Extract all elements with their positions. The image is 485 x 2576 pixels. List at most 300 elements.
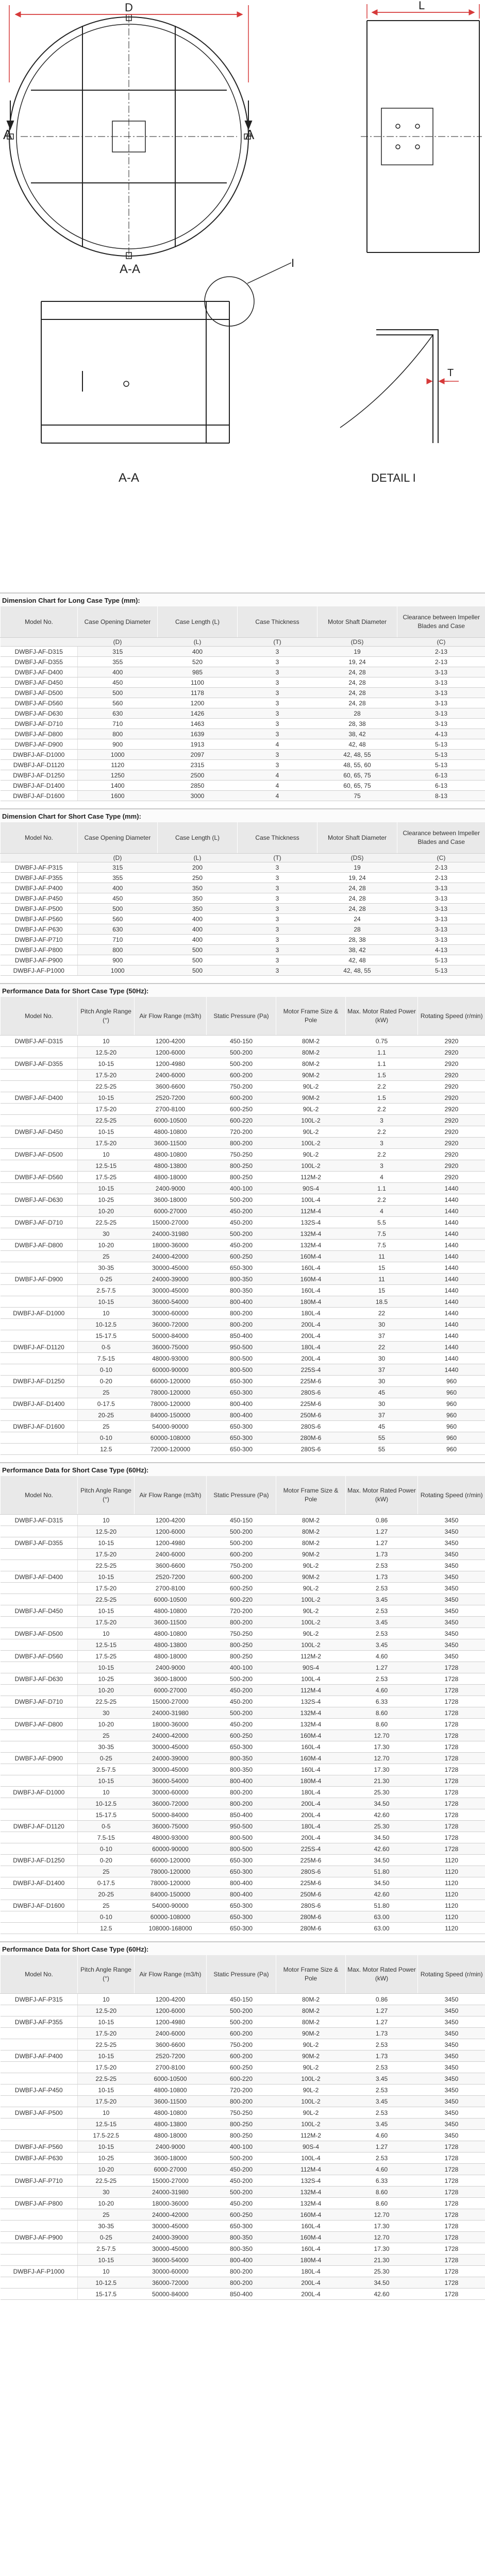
model-cell: DWBFJ-AF-D315	[1, 647, 78, 657]
table-row	[1, 1855, 485, 1866]
model-cell: DWBFJ-AF-P710	[1, 935, 78, 945]
table-cell: 78000-120000	[135, 1877, 207, 1889]
table-cell: 0-25	[78, 1274, 135, 1285]
table-cell: 3-13	[397, 677, 485, 688]
table-cell: 2-13	[397, 862, 485, 873]
unit-cell: (C)	[397, 854, 485, 862]
table-cell: 3	[238, 698, 317, 708]
table-cell: 55	[346, 1444, 418, 1455]
table-cell: 17.30	[346, 2221, 418, 2232]
table-header-row	[1, 1955, 485, 1994]
table-cell: 1728	[418, 2277, 485, 2289]
table-cell: 17.5-20	[78, 2028, 135, 2039]
table-cell: 4800-10800	[135, 2107, 207, 2119]
table-cell: 1440	[418, 1308, 485, 1319]
table-cell: 600-220	[207, 1594, 276, 1605]
table-row	[1, 1866, 485, 1877]
table-cell: 12.5	[78, 1923, 135, 1934]
table-cell: 30-35	[78, 1262, 135, 1274]
table-cell: 4800-10800	[135, 2084, 207, 2096]
table-cell: 3450	[418, 2028, 485, 2039]
table-cell: 280S-6	[276, 1866, 346, 1877]
table-cell: 24000-42000	[135, 1730, 207, 1741]
table-cell: 1728	[418, 2255, 485, 2266]
table-cell: 960	[418, 1376, 485, 1387]
table-row	[1, 1081, 485, 1092]
table-cell: 34.50	[346, 1877, 418, 1889]
table-cell: 1728	[418, 2232, 485, 2243]
table-cell: 100L-2	[276, 2096, 346, 2107]
table-cell: 960	[418, 1444, 485, 1455]
table-cell: 100L-2	[276, 1617, 346, 1628]
model-cell	[1, 1444, 78, 1455]
table-cell: 24, 28	[317, 667, 397, 677]
table-cell: 24000-31980	[135, 1707, 207, 1719]
table-cell: 4800-18000	[135, 1172, 207, 1183]
table-cell: 2920	[418, 1092, 485, 1104]
table-row	[1, 1206, 485, 1217]
table-cell: 72000-120000	[135, 1444, 207, 1455]
table-cell: 1120	[418, 1877, 485, 1889]
table-cell: 355	[78, 657, 158, 667]
table-cell: 450-200	[207, 2164, 276, 2175]
model-cell: DWBFJ-AF-D355	[1, 1537, 78, 1549]
table-cell: 1440	[418, 1330, 485, 1342]
perf-50hz-table	[0, 997, 485, 1455]
model-cell: DWBFJ-AF-D800	[1, 729, 78, 739]
table-cell: 4.60	[346, 1685, 418, 1696]
table-cell: 112M-2	[276, 2130, 346, 2141]
table-cell: 560	[78, 698, 158, 708]
table-cell: 600-220	[207, 2073, 276, 2084]
model-cell: DWBFJ-AF-D450	[1, 677, 78, 688]
model-cell	[1, 1617, 78, 1628]
table-cell: 1120	[418, 1911, 485, 1923]
table-cell: 36000-72000	[135, 1798, 207, 1809]
table-cell: 800-350	[207, 2232, 276, 2243]
table-cell: 17.5-25	[78, 1651, 135, 1662]
table-cell: 80M-2	[276, 1537, 346, 1549]
table-cell: 80M-2	[276, 1526, 346, 1537]
model-cell	[1, 1104, 78, 1115]
table-cell: 90L-2	[276, 1104, 346, 1115]
table-cell: 1120	[418, 1900, 485, 1911]
table-cell: 3000	[158, 791, 238, 801]
table-row	[1, 2028, 485, 2039]
table-cell: 750-250	[207, 2107, 276, 2119]
table-cell: 250	[158, 873, 238, 883]
table-cell: 3.45	[346, 1617, 418, 1628]
model-cell: DWBFJ-AF-D1000	[1, 1787, 78, 1798]
table-cell: 10-15	[78, 1537, 135, 1549]
table-cell: 1440	[418, 1285, 485, 1296]
table-cell: 3450	[418, 2050, 485, 2062]
table-cell: 4.60	[346, 2164, 418, 2175]
table-cell: 3600-11500	[135, 1617, 207, 1628]
table-cell: 3450	[418, 2062, 485, 2073]
model-cell	[1, 2005, 78, 2016]
table-cell: 3	[346, 1160, 418, 1172]
table-cell: 3450	[418, 2016, 485, 2028]
table-cell: 10	[78, 1308, 135, 1319]
table-cell: 17.5-25	[78, 1172, 135, 1183]
table-cell: 100L-4	[276, 1194, 346, 1206]
table-cell: 25	[78, 1900, 135, 1911]
model-cell	[1, 1730, 78, 1741]
table-cell: 1440	[418, 1183, 485, 1194]
table-cell: 90L-2	[276, 1583, 346, 1594]
table-row	[1, 1342, 485, 1353]
table-cell: 1440	[418, 1206, 485, 1217]
model-cell: DWBFJ-AF-D1000	[1, 750, 78, 760]
table-cell: 3-13	[397, 904, 485, 914]
table-cell: 2920	[418, 1104, 485, 1115]
table-cell: 0.86	[346, 1994, 418, 2005]
table-cell: 2700-8100	[135, 1104, 207, 1115]
table-cell: 1600	[78, 791, 158, 801]
column-header: Motor Frame Size & Pole	[276, 1955, 346, 1994]
table-cell: 3450	[418, 1605, 485, 1617]
unit-cell: (C)	[397, 638, 485, 647]
table-cell: 280S-6	[276, 1387, 346, 1398]
column-header: Rotating Speed (r/min)	[418, 997, 485, 1036]
table-cell: 30000-45000	[135, 1262, 207, 1274]
table-cell: 500-200	[207, 2005, 276, 2016]
model-cell: DWBFJ-AF-D500	[1, 1628, 78, 1639]
table-cell: 1440	[418, 1342, 485, 1353]
column-header: Max. Motor Rated Power (kW)	[346, 1476, 418, 1515]
model-cell	[1, 1081, 78, 1092]
table-cell: 1728	[418, 2164, 485, 2175]
table-cell: 350	[158, 893, 238, 904]
table-row	[1, 914, 485, 924]
table-cell: 225S-4	[276, 1364, 346, 1376]
table-cell: 4800-13800	[135, 1639, 207, 1651]
model-cell	[1, 1583, 78, 1594]
table-cell: 3450	[418, 1594, 485, 1605]
table-cell: 2400-9000	[135, 1183, 207, 1194]
table-cell: 8-13	[397, 791, 485, 801]
table-row	[1, 1398, 485, 1410]
table-cell: 75	[317, 791, 397, 801]
model-cell: DWBFJ-AF-D900	[1, 1274, 78, 1285]
table-cell: 1200-6000	[135, 2005, 207, 2016]
column-header: Motor Shaft Diameter	[317, 822, 397, 854]
table-cell: 180L-4	[276, 1821, 346, 1832]
table-cell: 650-300	[207, 1421, 276, 1432]
table-cell: 5.5	[346, 1217, 418, 1228]
table-row	[1, 1798, 485, 1809]
table-cell: 180M-4	[276, 2255, 346, 2266]
table-cell: 3-13	[397, 935, 485, 945]
table-cell: 24	[317, 914, 397, 924]
unit-cell	[1, 854, 78, 862]
table-row	[1, 1432, 485, 1444]
table-cell: 7.5	[346, 1240, 418, 1251]
table-cell: 36000-54000	[135, 1775, 207, 1787]
table-cell: 132S-4	[276, 2175, 346, 2187]
mark-a-right: A	[245, 127, 255, 142]
table-cell: 2.53	[346, 1628, 418, 1639]
table-cell: 0-17.5	[78, 1877, 135, 1889]
column-header: Static Pressure (Pa)	[207, 997, 276, 1036]
table-cell: 800-350	[207, 1285, 276, 1296]
table-cell: 10-15	[78, 1662, 135, 1673]
model-cell	[1, 1775, 78, 1787]
model-cell	[1, 1923, 78, 1934]
table-cell: 3	[238, 945, 317, 955]
table-cell: 3	[238, 750, 317, 760]
table-cell: 2400-6000	[135, 1549, 207, 1560]
model-cell	[1, 2243, 78, 2255]
table-cell: 6000-27000	[135, 2164, 207, 2175]
table-row	[1, 2266, 485, 2277]
table-cell: 450-200	[207, 1206, 276, 1217]
column-header: Air Flow Range (m3/h)	[135, 1476, 207, 1515]
model-cell: DWBFJ-AF-D450	[1, 1126, 78, 1138]
table-row	[1, 1821, 485, 1832]
table-cell: 60000-108000	[135, 1911, 207, 1923]
table-cell: 42.60	[346, 1889, 418, 1900]
model-cell	[1, 1410, 78, 1421]
table-cell: 30	[346, 1398, 418, 1410]
long-case-table	[0, 606, 485, 801]
table-cell: 22.5-25	[78, 1081, 135, 1092]
model-cell: DWBFJ-AF-D1600	[1, 791, 78, 801]
table-cell: 1440	[418, 1251, 485, 1262]
table-cell: 10	[78, 1515, 135, 1526]
model-cell: DWBFJ-AF-D355	[1, 1058, 78, 1070]
model-cell	[1, 1911, 78, 1923]
table-cell: 500-200	[207, 1673, 276, 1685]
model-cell	[1, 1764, 78, 1775]
table-row	[1, 1994, 485, 2005]
table-cell: 11	[346, 1251, 418, 1262]
table-row	[1, 770, 485, 781]
table-cell: 45	[346, 1421, 418, 1432]
table-cell: 3450	[418, 1994, 485, 2005]
table-cell: 25	[78, 1730, 135, 1741]
model-cell: DWBFJ-AF-D1120	[1, 1342, 78, 1353]
table-cell: 3	[238, 883, 317, 893]
table-header-row	[1, 606, 485, 638]
table-cell: 24, 28	[317, 677, 397, 688]
table-cell: 800	[78, 945, 158, 955]
table-cell: 800-400	[207, 2255, 276, 2266]
table-row	[1, 1537, 485, 1549]
table-cell: 1.73	[346, 2028, 418, 2039]
table-cell: 4.60	[346, 2130, 418, 2141]
table-cell: 650-300	[207, 1855, 276, 1866]
table-cell: 850-400	[207, 1330, 276, 1342]
table-cell: 10-20	[78, 1719, 135, 1730]
table-cell: 12.70	[346, 1730, 418, 1741]
table-cell: 1200	[158, 698, 238, 708]
column-header: Rotating Speed (r/min)	[418, 1955, 485, 1994]
table-cell: 280S-6	[276, 1421, 346, 1432]
table-cell: 180L-4	[276, 1787, 346, 1798]
table-cell: 4800-10800	[135, 1126, 207, 1138]
table-cell: 1728	[418, 1707, 485, 1719]
model-cell	[1, 1843, 78, 1855]
table-cell: 2.2	[346, 1149, 418, 1160]
table-cell: 800	[78, 729, 158, 739]
model-cell	[1, 1662, 78, 1673]
table-cell: 500-200	[207, 2016, 276, 2028]
table-cell: 10-15	[78, 1775, 135, 1787]
table-cell: 21.30	[346, 1775, 418, 1787]
table-cell: 22.5-25	[78, 2073, 135, 2084]
model-cell: DWBFJ-AF-P450	[1, 2084, 78, 2096]
table-cell: 24, 28	[317, 893, 397, 904]
table-cell: 160M-4	[276, 1251, 346, 1262]
table-cell: 450-200	[207, 1240, 276, 1251]
table-cell: 1.27	[346, 1662, 418, 1673]
table-cell: 200L-4	[276, 1319, 346, 1330]
model-cell: DWBFJ-AF-D900	[1, 1753, 78, 1764]
table-cell: 63.00	[346, 1911, 418, 1923]
table-cell: 17.5-20	[78, 1583, 135, 1594]
table-cell: 3450	[418, 1526, 485, 1537]
table-cell: 800-350	[207, 1274, 276, 1285]
table-cell: 400	[158, 935, 238, 945]
table-cell: 1200-4980	[135, 1058, 207, 1070]
table-cell: 650-300	[207, 1262, 276, 1274]
table-cell: 12.5-15	[78, 2119, 135, 2130]
table-cell: 1200-6000	[135, 1047, 207, 1058]
table-cell: 84000-150000	[135, 1889, 207, 1900]
table-cell: 60, 65, 75	[317, 781, 397, 791]
table-cell: 3-13	[397, 667, 485, 677]
table-row	[1, 1160, 485, 1172]
table-cell: 750-250	[207, 1149, 276, 1160]
table-cell: 6000-10500	[135, 1115, 207, 1126]
detail-view	[340, 330, 438, 443]
table-cell: 800-200	[207, 2266, 276, 2277]
table-cell: 800-500	[207, 1832, 276, 1843]
table-cell: 2.53	[346, 1560, 418, 1571]
table-cell: 3	[238, 647, 317, 657]
table-cell: 3600-6600	[135, 2039, 207, 2050]
table-cell: 90S-4	[276, 1183, 346, 1194]
table-cell: 800-200	[207, 1308, 276, 1319]
table-cell: 650-300	[207, 1444, 276, 1455]
table-cell: 0-20	[78, 1855, 135, 1866]
table-cell: 36000-54000	[135, 1296, 207, 1308]
table-row	[1, 1526, 485, 1537]
table-cell: 4	[238, 791, 317, 801]
table-cell: 28, 38	[317, 935, 397, 945]
table-cell: 0.86	[346, 1515, 418, 1526]
table-cell: 3-13	[397, 893, 485, 904]
table-cell: 90L-2	[276, 2107, 346, 2119]
table-cell: 12.70	[346, 2232, 418, 2243]
table-cell: 1200-4980	[135, 1537, 207, 1549]
table-row	[1, 739, 485, 750]
table-cell: 18000-36000	[135, 1719, 207, 1730]
table-cell: 132M-4	[276, 1240, 346, 1251]
table-row	[1, 862, 485, 873]
table-cell: 0-17.5	[78, 1398, 135, 1410]
table-cell: 30000-45000	[135, 1741, 207, 1753]
model-cell	[1, 2221, 78, 2232]
table-row	[1, 1707, 485, 1719]
unit-cell: (D)	[78, 638, 158, 647]
model-cell: DWBFJ-AF-D1250	[1, 1855, 78, 1866]
model-cell: DWBFJ-AF-D1400	[1, 1877, 78, 1889]
table-row	[1, 1583, 485, 1594]
table-cell: 450-200	[207, 1696, 276, 1707]
table-row	[1, 1639, 485, 1651]
dim-d-label: D	[125, 1, 133, 14]
table-row	[1, 2289, 485, 2300]
table-cell: 80M-2	[276, 1047, 346, 1058]
model-cell: DWBFJ-AF-P710	[1, 2175, 78, 2187]
table-cell: 20-25	[78, 1889, 135, 1900]
table-cell: 650-300	[207, 1387, 276, 1398]
table-row	[1, 1308, 485, 1319]
table-cell: 2520-7200	[135, 1571, 207, 1583]
table-cell: 17.5-20	[78, 2096, 135, 2107]
table-cell: 2520-7200	[135, 1092, 207, 1104]
table-cell: 28	[317, 924, 397, 935]
table-cell: 350	[158, 904, 238, 914]
perf-short-60hz-title: Performance Data for Short Case Type (60Hz):	[0, 1941, 485, 1955]
table-cell: 50000-84000	[135, 1330, 207, 1342]
table-cell: 10-12.5	[78, 2277, 135, 2289]
table-cell: 100L-2	[276, 1115, 346, 1126]
model-cell: DWBFJ-AF-D400	[1, 1092, 78, 1104]
table-row	[1, 1126, 485, 1138]
unit-cell: (DS)	[317, 854, 397, 862]
table-cell: 3600-6600	[135, 1560, 207, 1571]
table-cell: 180L-4	[276, 2266, 346, 2277]
table-cell: 38, 42	[317, 729, 397, 739]
table-cell: 10-15	[78, 1126, 135, 1138]
table-row	[1, 1058, 485, 1070]
unit-cell: (L)	[158, 638, 238, 647]
table-cell: 200L-4	[276, 1832, 346, 1843]
table-cell: 2920	[418, 1081, 485, 1092]
table-cell: 78000-120000	[135, 1398, 207, 1410]
table-row	[1, 1285, 485, 1296]
table-row	[1, 1330, 485, 1342]
model-cell: DWBFJ-AF-D710	[1, 719, 78, 729]
table-cell: 28, 38	[317, 719, 397, 729]
model-cell	[1, 1549, 78, 1560]
table-row	[1, 1775, 485, 1787]
table-cell: 24, 28	[317, 688, 397, 698]
table-cell: 500	[158, 945, 238, 955]
table-cell: 10	[78, 1628, 135, 1639]
table-row	[1, 2005, 485, 2016]
table-row	[1, 750, 485, 760]
table-cell: 1728	[418, 1685, 485, 1696]
model-cell: DWBFJ-AF-D710	[1, 1696, 78, 1707]
table-cell: 200L-4	[276, 1353, 346, 1364]
table-cell: 50000-84000	[135, 2289, 207, 2300]
model-cell: DWBFJ-AF-D1400	[1, 1398, 78, 1410]
table-cell: 100L-4	[276, 2153, 346, 2164]
table-cell: 1728	[418, 1798, 485, 1809]
table-cell: 280S-6	[276, 1900, 346, 1911]
table-cell: 160M-4	[276, 1730, 346, 1741]
table-header-row	[1, 822, 485, 854]
fan-drawing	[0, 0, 485, 592]
table-row	[1, 1651, 485, 1662]
table-cell: 1200-4200	[135, 1994, 207, 2005]
table-cell: 108000-168000	[135, 1923, 207, 1934]
